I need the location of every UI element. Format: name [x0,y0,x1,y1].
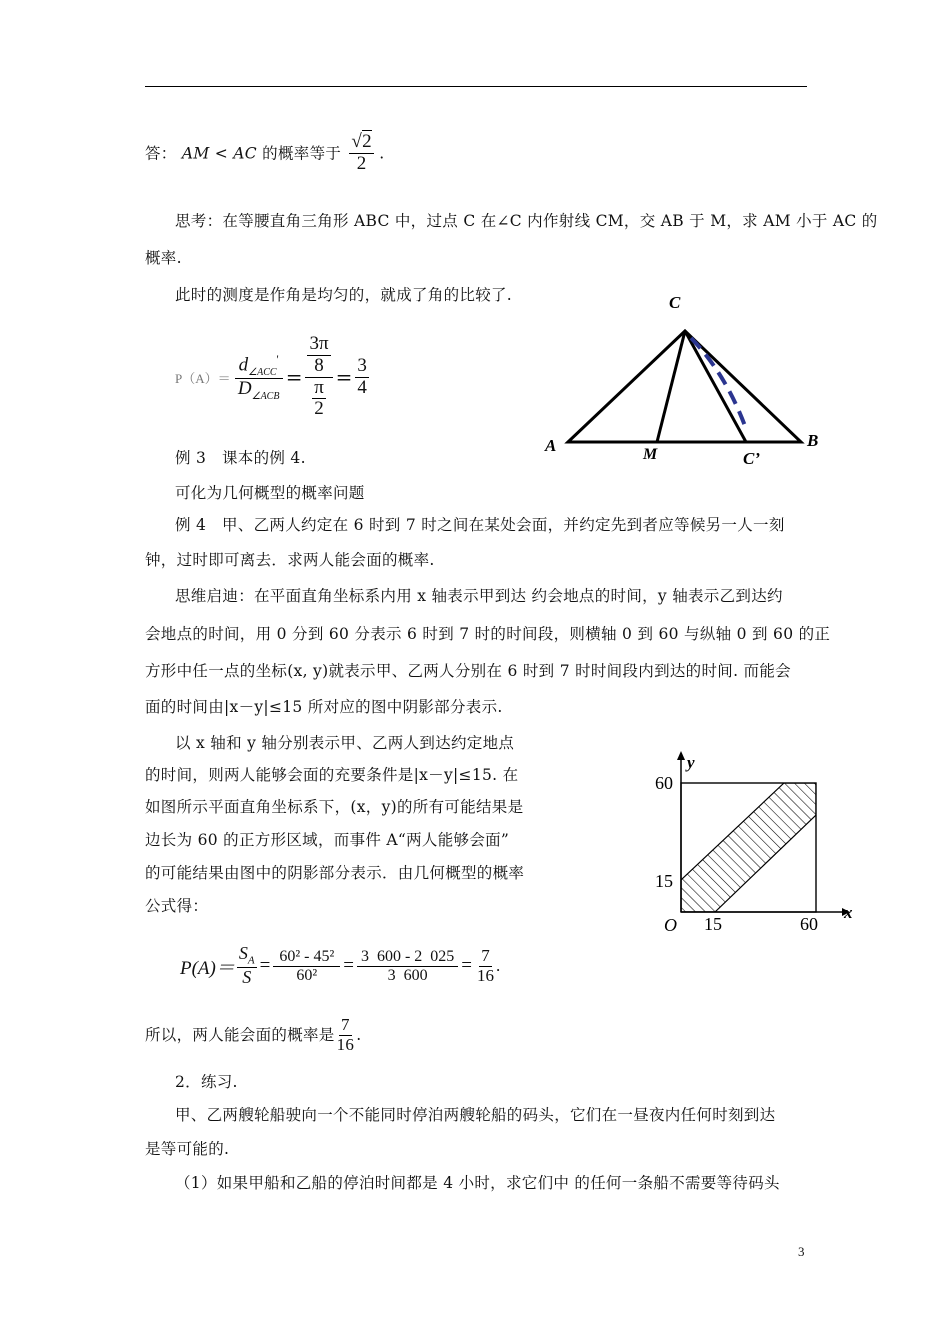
hint-line-1: 思维启迪：在平面直角坐标系内用 x 轴表示甲到达 约会地点的时间，y 轴表示乙到达约 [175,587,783,605]
practice-line-2: 是等可能的. [145,1140,230,1158]
think-line-2: 概率. [145,249,182,267]
formula1-pi-num [305,334,332,378]
formula2-eq-1: = [259,955,271,976]
formula2-result-den: 16 [477,965,495,985]
answer-expr-op: < [214,144,229,163]
convert-line: 可化为几何概型的概率问题 [175,484,365,502]
graph-y-tick-15: 15 [655,871,673,891]
formula1-pi-fraction [305,334,332,421]
graph-y-tick-60: 60 [655,773,673,793]
meeting-graph [650,748,865,943]
answer-text: 的概率等于 [262,144,342,163]
formula1-d-fraction [235,353,283,402]
ray-cm [657,331,685,442]
think-line-1: 思考：在等腰直角三角形 ABC 中，过点 C 在∠C 内作射线 CM，交 AB 于 M，求 AM 小于 AC 的 [175,212,878,230]
conclusion-num: 7 [341,1014,350,1034]
label-c-prime: C’ [743,449,760,468]
triangle-abc [568,331,801,442]
answer-expr-rhs: AC [233,144,257,163]
header-rule [145,86,807,87]
graph-x-tick-60: 60 [800,914,818,934]
pi-num-bot: 8 [314,354,324,376]
y-axis-arrow [677,751,685,760]
pi-den-bot: 2 [314,398,324,420]
think-line-3: 此时的测度是作角是均匀的，就成了角的比较了. [175,286,513,304]
sqrt-radicand: 2 [362,131,372,152]
formula2-numeric-num: 3 600 - 2 025 [357,948,458,967]
formula1-p: P（A）＝ [175,370,231,386]
example4-line-2: 钟，过时即可离去．求两人能会面的概率. [145,551,435,569]
ray-cc-prime [685,331,746,442]
formula2-eq-2: = [343,955,354,976]
formula1-eq-2: = [335,365,353,389]
formula2-squares-fraction [273,948,340,984]
formula2-squares-num: 60² - 45² [273,948,340,967]
d-prime: ' [276,351,279,366]
practice-line-1: 甲、乙两艘轮船驶向一个不能同时停泊两艘轮船的码头，它们在一昼夜内任何时刻到达 [175,1106,776,1124]
formula2-s-fraction [237,944,257,987]
D-symbol: D [237,377,252,399]
formula2-numeric-den: 3 600 [387,966,428,984]
graph-x-label: x [844,903,853,922]
solution-line-2: 的时间，则两人能够会面的充要条件是|x－y|≤15. 在 [145,766,519,784]
pi-den-top: π [314,376,324,398]
practice-title: 2．练习. [175,1073,238,1091]
conclusion-end: . [356,1026,362,1044]
triangle-figure [535,288,830,468]
d-symbol: d [238,353,249,375]
formula-angle-probability [175,322,369,432]
D-sub: ∠ACB [251,390,280,402]
formula2-lhs: P(A)＝ [180,957,235,979]
formula2-result-num: 7 [481,945,490,965]
graph-y-label: y [687,753,695,772]
hint-line-4: 面的时间由|x－y|≤15 所对应的图中阴影部分表示. [145,698,503,716]
formula-meeting-probability [180,938,500,994]
solution-line-4: 边长为 60 的正方形区域，而事件 A“两人能够会面” [145,831,510,849]
conclusion-text: 所以，两人能会面的概率是 [145,1026,335,1044]
answer-label: 答： [145,144,177,163]
formula1-result [355,356,369,399]
formula2-numeric-fraction [357,948,458,984]
conclusion-line [145,1010,361,1060]
pi-num-top: 3π [309,332,329,354]
formula2-s-num [237,944,257,968]
formula2-squares-den: 60² [296,966,318,984]
formula1-d-num [235,353,283,379]
hint-line-2: 会地点的时间，用 0 分到 60 分表示 6 时到 7 时的时间段，则横轴 0 到 60 与纵轴 0 到 60 的正 [145,625,831,643]
answer-line [145,132,384,192]
page-number: 3 [798,1244,805,1259]
answer-fraction-den: 2 [356,152,367,174]
formula2-result [475,947,496,985]
example4-line-1: 例 4 甲、乙两人约定在 6 时到 7 时之间在某处会面，并约定先到者应等候另一人一刻 [175,516,785,534]
formula2-s-den: S [242,966,252,987]
example3-line: 例 3 课本的例 4. [175,449,306,467]
d-sub: ∠ACC [248,366,277,378]
hint-line-3: 方形中任一点的坐标(x, y)就表示甲、乙两人分别在 6 时到 7 时时间段内到达的时间. 而能会 [145,662,791,680]
label-c: C [669,293,681,312]
conclusion-fraction [335,1016,357,1054]
answer-expr-lhs: AM [181,144,210,163]
answer-fraction [349,132,374,175]
formula2-eq-3: = [461,955,473,976]
formula1-result-num: 3 [357,354,367,376]
solution-line-1: 以 x 轴和 y 轴分别表示甲、乙两人到达约定地点 [175,734,515,752]
s-a-sub: A [247,954,255,967]
solution-line-5: 的可能结果由图中的阴影部分表示．由几何概型的概率 [145,864,525,882]
formula1-result-den: 4 [357,376,367,398]
conclusion-den: 16 [336,1034,355,1054]
formula1-eq-1: = [285,365,303,389]
formula1-pi-den [310,378,328,421]
formula2-end: . [496,956,501,975]
label-a: A [545,436,557,455]
graph-origin: O [664,915,677,935]
answer-fraction-num [349,132,374,154]
practice-line-3: （1）如果甲船和乙船的停泊时间都是 4 小时，求它们中 的任何一条船不需要等待码头 [175,1174,780,1192]
graph-x-tick-15: 15 [704,914,722,934]
solution-line-3: 如图所示平面直角坐标系下，(x，y)的所有可能结果是 [145,798,524,816]
label-b: B [807,431,819,450]
answer-end: . [379,144,385,163]
s-a-symbol: S [238,943,248,964]
label-m: M [643,446,658,463]
shaded-band [681,783,816,912]
formula1-d-den [236,379,282,402]
solution-line-6: 公式得： [145,897,209,915]
sqrt-sign: √ [351,131,363,152]
